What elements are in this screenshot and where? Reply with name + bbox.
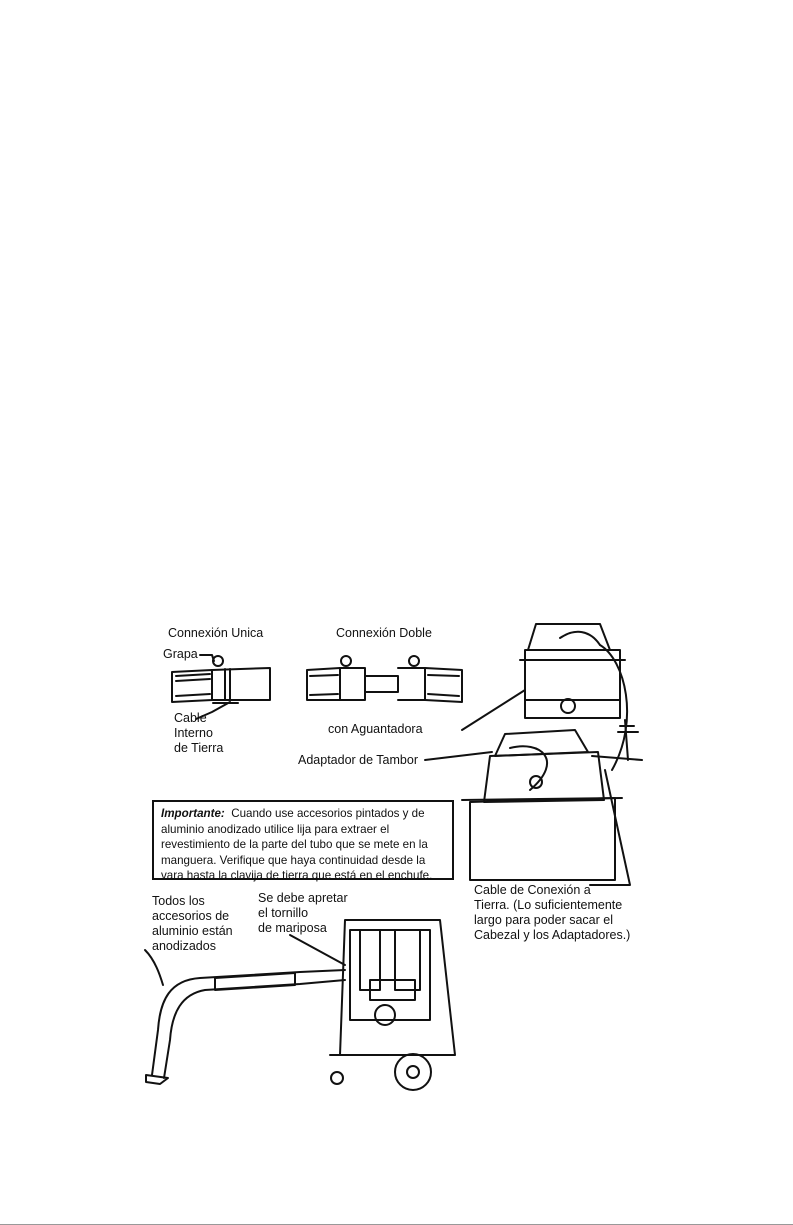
internal-cable-label: Cable Interno de Tierra [174, 711, 224, 755]
vacuum-canister-drawing [330, 920, 455, 1090]
double-connection-drawing [307, 656, 462, 702]
clamp-label: Grapa [163, 647, 198, 661]
hose-and-wand-drawing [146, 970, 345, 1084]
leader-drum-adapter [425, 752, 492, 760]
important-line-1: Cuando use accesorios pintados y de [231, 807, 425, 820]
important-title: Importante: [161, 807, 225, 820]
important-line-4: manguera. Verifique que haya continuidad desde la [161, 853, 426, 867]
leader-with-holder [462, 690, 525, 730]
ground-cable-label: Cable de Conexión a Tierra. (Lo suficientemente largo para poder sacar el Cabezal y los Adaptadores.) [474, 883, 631, 942]
drum-adapter-label: Adaptador de Tambor [298, 753, 418, 767]
leader-all-accessories [145, 950, 163, 985]
single-connection-label: Connexión Unica [168, 626, 264, 640]
leader-ground-cable [590, 770, 630, 885]
important-notice-box [152, 800, 454, 880]
drum-adapter-lower-drawing [462, 720, 642, 880]
with-holder-label: con Aguantadora [328, 722, 423, 736]
important-line-3: revestimiento de la parte del tubo que se mete en la [161, 838, 428, 851]
important-line-5: vara hasta la clavija de tierra que está en el enchufe. [161, 869, 433, 882]
wing-screw-label: Se debe apretar el tornillo de mariposa [258, 891, 348, 935]
all-accessories-label: Todos los accesorios de aluminio están anodizados [152, 894, 233, 953]
single-connection-drawing [172, 655, 270, 703]
important-line-2: aluminio anodizado utilice lija para extraer el [161, 822, 390, 836]
double-connection-label: Connexión Doble [336, 626, 432, 640]
leader-wing-screw [290, 935, 345, 965]
